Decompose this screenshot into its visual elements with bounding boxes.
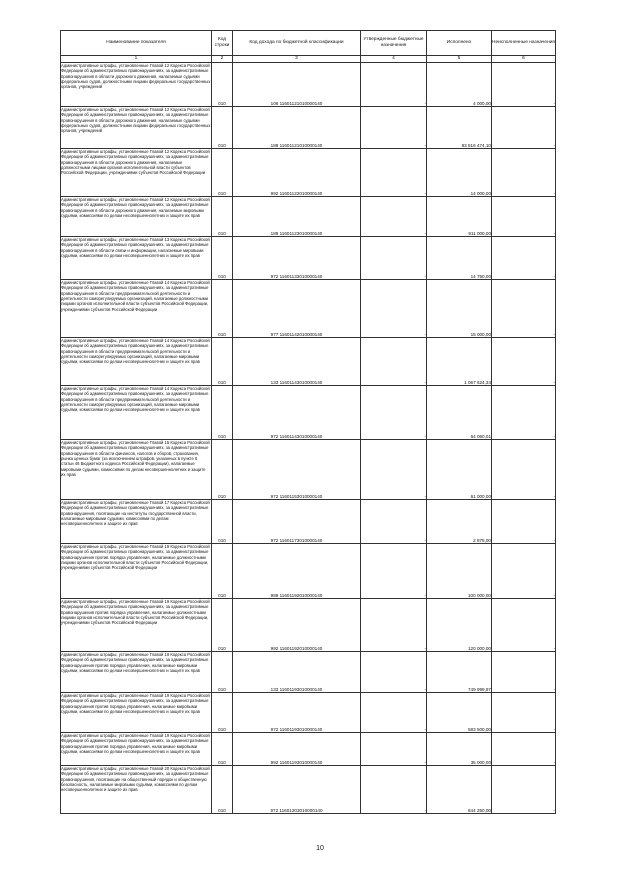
report-table xyxy=(60,30,556,814)
row-approved: - xyxy=(361,693,427,733)
table-row xyxy=(61,500,556,544)
row-name: Административные штрафы, установленные Главой 12 Кодекса Российской Федерации об административных правонарушениях, за административные правонарушения в области дорожного движения, налагаемые мировыми судьями, комиссиями по делам несовершеннолетних и защите их прав xyxy=(61,197,212,237)
table-row xyxy=(61,280,556,338)
row-line-code: 010 xyxy=(212,440,233,500)
table-header-row xyxy=(61,31,556,56)
row-budget-code: 992 11601193010000140 xyxy=(233,733,361,766)
row-budget-code: 133 11601143010000140 xyxy=(233,338,361,386)
row-name: Административные штрафы, установленные Главой 14 Кодекса Российской Федерации об административных правонарушениях, за административные правонарушения в области предпринимательской деятельности и деятельности саморегулируемых организаций, налагаемые мировыми судьями, комиссиями по делам несовершеннолетних и защите их прав xyxy=(61,338,212,386)
row-executed: 64 060,01 xyxy=(427,386,492,440)
row-name: Административные штрафы, установленные Главой 19 Кодекса Российской Федерации об административных правонарушениях, за административные правонарушения против порядка управления, налагаемые мировыми судьями, комиссиями по делам несовершеннолетних и защите их прав xyxy=(61,733,212,766)
row-executed: 120 000,00 xyxy=(427,599,492,652)
row-name: Административные штрафы, установленные Главой 19 Кодекса Российской Федерации об административных правонарушениях, за административные правонарушения против порядка управления, налагаемые мировыми судьями, комиссиями по делам несовершеннолетних и защите их прав xyxy=(61,652,212,693)
row-approved: - xyxy=(361,338,427,386)
row-executed: 15 000,00 xyxy=(427,280,492,338)
row-unexecuted: - xyxy=(492,766,556,814)
column-number: 3 xyxy=(233,56,361,63)
table-row xyxy=(61,733,556,766)
row-line-code: 010 xyxy=(212,149,233,197)
row-budget-code: 189 11601123010000140 xyxy=(233,197,361,237)
row-unexecuted: - xyxy=(492,693,556,733)
row-line-code: 010 xyxy=(212,386,233,440)
table-row xyxy=(61,544,556,599)
row-budget-code: 188 11601121010000140 xyxy=(233,107,361,149)
row-approved: - xyxy=(361,766,427,814)
row-executed: 4 000,00 xyxy=(427,63,492,107)
row-budget-code: 972 11601133010000140 xyxy=(233,237,361,280)
row-name: Административные штрафы, установленные Главой 13 Кодекса Российской Федерации об административных правонарушениях, за административные правонарушения в области связи и информации, налагаемые мировыми судьями, комиссиями по делам несовершеннолетних и защите их прав xyxy=(61,237,212,280)
row-name: Административные штрафы, установленные Главой 12 Кодекса Российской Федерации об административных правонарушениях, за административные правонарушения в области дорожного движения, налагаемые должностными лицами органов исполнительной власти субъектов Российской Федерации, учреждениями субъектов Российской Федерации xyxy=(61,149,212,197)
row-line-code: 010 xyxy=(212,500,233,544)
row-name: Административные штрафы, установленные Главой 19 Кодекса Российской Федерации об административных правонарушениях, за административные правонарушения против порядка управления, налагаемые должностными лицами органов исполнительной власти субъектов Российской Федерации, учреждениями субъектов Российской Федерации xyxy=(61,599,212,652)
row-approved: - xyxy=(361,197,427,237)
row-unexecuted: - xyxy=(492,440,556,500)
row-name: Административные штрафы, установленные Главой 14 Кодекса Российской Федерации об административных правонарушениях, за административные правонарушения в области предпринимательской деятельности и деятельности саморегулируемых организаций, налагаемые должностными лицами органов исполнительной власти субъектов Российской Федерации, учреждениями субъектов Российской Федерации xyxy=(61,280,212,338)
row-executed: 749 999,97 xyxy=(427,652,492,693)
row-executed: 61 000,00 xyxy=(427,440,492,500)
column-number: 5 xyxy=(427,56,492,63)
row-unexecuted: - xyxy=(492,544,556,599)
table-row xyxy=(61,693,556,733)
row-name: Административные штрафы, установленные Главой 19 Кодекса Российской Федерации об административных правонарушениях, за административные правонарушения против порядка управления, налагаемые мировыми судьями, комиссиями по делам несовершеннолетних и защите их прав xyxy=(61,693,212,733)
row-unexecuted: - xyxy=(492,63,556,107)
row-line-code: 010 xyxy=(212,107,233,149)
row-executed: 583 500,00 xyxy=(427,693,492,733)
table-row xyxy=(61,107,556,149)
row-line-code: 010 xyxy=(212,766,233,814)
row-executed: 35 000,00 xyxy=(427,733,492,766)
row-budget-code: 972 11601153010000140 xyxy=(233,440,361,500)
table-row xyxy=(61,386,556,440)
row-budget-code: 977 11601142010000140 xyxy=(233,280,361,338)
row-line-code: 010 xyxy=(212,237,233,280)
header-executed: Исполнено xyxy=(427,31,492,56)
row-executed: 644 250,00 xyxy=(427,766,492,814)
row-name: Административные штрафы, установленные Главой 14 Кодекса Российской Федерации об административных правонарушениях, за административные правонарушения в области предпринимательской деятельности и деятельности саморегулируемых организаций, налагаемые мировыми судьями, комиссиями по делам несовершеннолетних и защите их прав xyxy=(61,386,212,440)
table-row xyxy=(61,652,556,693)
row-executed: 100 000,00 xyxy=(427,544,492,599)
row-name: Административные штрафы, установленные Главой 15 Кодекса Российской Федерации об административных правонарушениях, за административные правонарушения в области финансов, налогов и сборов, страхования, рынка ценных бумаг (за исключением штрафов, указанных в пункте 6 статьи 46 Бюджетного кодекса Российской Федерации), налагаемые мировыми судьями, комиссиями по делам несовершеннолетних и защите их прав xyxy=(61,440,212,500)
table-row xyxy=(61,766,556,814)
row-line-code: 010 xyxy=(212,63,233,107)
row-approved: - xyxy=(361,237,427,280)
row-name: Административные штрафы, установленные Главой 12 Кодекса Российской Федерации об административных правонарушениях, за административные правонарушения в области дорожного движения, налагаемые судьями федеральных судов, должностными лицами федеральных государственных органов, учреждений xyxy=(61,107,212,149)
row-budget-code: 989 11601192010000140 xyxy=(233,544,361,599)
row-executed: 14 000,00 xyxy=(427,149,492,197)
page-number: 10 xyxy=(316,845,324,852)
row-approved: - xyxy=(361,280,427,338)
table-row xyxy=(61,63,556,107)
row-executed: 911 000,00 xyxy=(427,197,492,237)
row-budget-code: 972 11601193010000140 xyxy=(233,693,361,733)
row-unexecuted: - xyxy=(492,338,556,386)
row-approved: - xyxy=(361,386,427,440)
row-executed: 93 516 474,10 xyxy=(427,107,492,149)
row-line-code: 010 xyxy=(212,338,233,386)
header-approved: Утвержденные бюджетные назначения xyxy=(361,31,427,56)
row-approved: - xyxy=(361,500,427,544)
row-budget-code: 106 11601121010000140 xyxy=(233,63,361,107)
row-line-code: 010 xyxy=(212,599,233,652)
row-unexecuted: - xyxy=(492,599,556,652)
table-row xyxy=(61,599,556,652)
table-row xyxy=(61,440,556,500)
table-row xyxy=(61,149,556,197)
row-executed: 2 875,00 xyxy=(427,500,492,544)
row-approved: - xyxy=(361,599,427,652)
row-approved: - xyxy=(361,149,427,197)
row-budget-code: 133 11601193010000140 xyxy=(233,652,361,693)
row-line-code: 010 xyxy=(212,733,233,766)
column-number-row xyxy=(61,56,556,63)
row-approved: - xyxy=(361,63,427,107)
row-budget-code: 992 11601122010000140 xyxy=(233,149,361,197)
table-row xyxy=(61,237,556,280)
header-budget-code: Код дохода по бюджетной классификации xyxy=(233,31,361,56)
header-name: Наименование показателя xyxy=(61,31,212,56)
row-line-code: 010 xyxy=(212,544,233,599)
row-unexecuted: - xyxy=(492,733,556,766)
table-row xyxy=(61,338,556,386)
column-number: 1 xyxy=(61,56,212,63)
row-line-code: 010 xyxy=(212,280,233,338)
row-name: Административные штрафы, установленные Главой 20 Кодекса Российской Федерации об административных правонарушениях, за административные правонарушения, посягающие на общественный порядок и общественную безопасность, налагаемые мировыми судьями, комиссиями по делам несовершеннолетних и защите их прав xyxy=(61,766,212,814)
column-number: 6 xyxy=(492,56,556,63)
header-unexecuted: Неисполненные назначения xyxy=(492,31,556,56)
row-budget-code: 972 11601143010000140 xyxy=(233,386,361,440)
row-unexecuted: - xyxy=(492,500,556,544)
row-approved: - xyxy=(361,440,427,500)
row-executed: 1 067 624,34 xyxy=(427,338,492,386)
row-name: Административные штрафы, установленные Главой 19 Кодекса Российской Федерации об административных правонарушениях, за административные правонарушения против порядка управления, налагаемые должностными лицами органов исполнительной власти субъектов Российской Федерации, учреждениями субъектов Российской Федерации xyxy=(61,544,212,599)
row-name: Административные штрафы, установленные Главой 12 Кодекса Российской Федерации об административных правонарушениях, за административные правонарушения в области дорожного движения, налагаемые судьями федеральных судов, должностными лицами федеральных государственных органов, учреждений xyxy=(61,63,212,107)
row-budget-code: 972 11601203010000140 xyxy=(233,766,361,814)
row-approved: - xyxy=(361,107,427,149)
row-budget-code: 972 11601173010000140 xyxy=(233,500,361,544)
row-unexecuted: - xyxy=(492,652,556,693)
table-row xyxy=(61,197,556,237)
row-unexecuted: - xyxy=(492,237,556,280)
row-unexecuted: - xyxy=(492,197,556,237)
row-line-code: 010 xyxy=(212,197,233,237)
row-unexecuted: - xyxy=(492,107,556,149)
row-unexecuted: - xyxy=(492,149,556,197)
row-approved: - xyxy=(361,544,427,599)
row-name: Административные штрафы, установленные Главой 17 Кодекса Российской Федерации об административных правонарушениях, за административные правонарушения, посягающие на институты государственной власти, налагаемые мировыми судьями, комиссиями по делам несовершеннолетних и защите их прав xyxy=(61,500,212,544)
row-approved: - xyxy=(361,652,427,693)
row-budget-code: 992 11601192010000140 xyxy=(233,599,361,652)
row-executed: 14 750,00 xyxy=(427,237,492,280)
row-line-code: 010 xyxy=(212,652,233,693)
column-number: 4 xyxy=(361,56,427,63)
row-line-code: 010 xyxy=(212,693,233,733)
table-body xyxy=(61,63,556,814)
row-approved: - xyxy=(361,733,427,766)
row-unexecuted: - xyxy=(492,280,556,338)
header-code: Код строки xyxy=(212,31,233,56)
row-unexecuted: - xyxy=(492,386,556,440)
column-number: 2 xyxy=(212,56,233,63)
